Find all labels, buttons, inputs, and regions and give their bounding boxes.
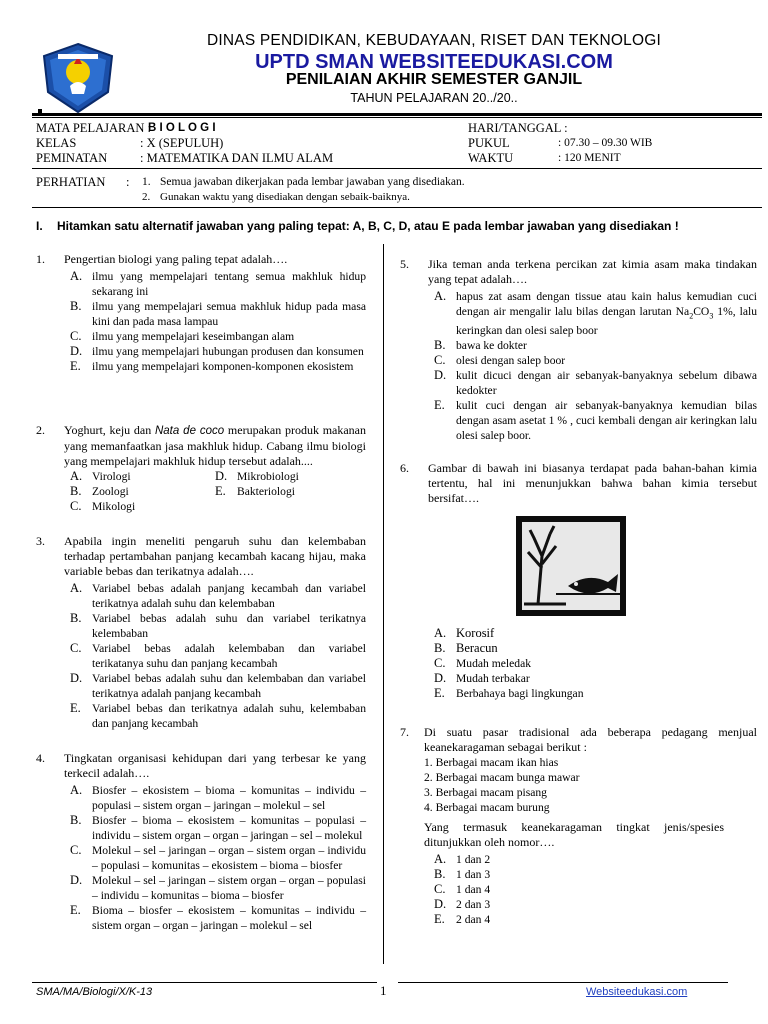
info-waktu-value: : 120 MENIT [558, 152, 621, 164]
footer-website-link[interactable]: Websiteedukasi.com [586, 986, 688, 998]
header-rule-thick [32, 113, 762, 116]
option-a: A. Korosif [434, 626, 495, 640]
option-a: A. Virologi [70, 469, 131, 483]
footer-rule-left [32, 982, 377, 983]
question-3 [36, 534, 366, 731]
column-divider [383, 244, 384, 964]
list-item: 3. Berbagai macam pisang [424, 786, 547, 799]
option-d: D. kulit dicuci dengan air sebanyak-banyaknya sebelum dibawa kedokter [434, 368, 757, 398]
option-d: D. 2 dan 3 [434, 897, 491, 911]
header-rule-thin [32, 117, 762, 118]
option-d: D. Molekul – sel – jaringan – sistem organ – organ – populasi – individu – komunitas – bioma – biosfer [70, 873, 366, 902]
question-list [424, 755, 757, 815]
environmental-hazard-symbol [516, 516, 626, 616]
info-peminatan-label: PEMINATAN [36, 151, 108, 165]
question-2 [36, 423, 366, 514]
info-rule [32, 168, 762, 169]
option-c: C. ilmu yang mempelajari keseimbangan alam [70, 329, 295, 343]
info-mapel-value: B I O L O G I [148, 122, 216, 134]
perhatian-text-1: Semua jawaban dikerjakan pada lembar jawaban yang disediakan. [160, 176, 465, 188]
option-e: E. 2 dan 4 [434, 912, 491, 926]
option-b: B. Beracun [434, 641, 498, 655]
question-number: 4. [36, 751, 45, 765]
perhatian-label: PERHATIAN [36, 175, 106, 189]
info-kelas-value: : X (SEPULUH) [140, 136, 224, 150]
option-c: C. Mudah meledak [434, 656, 532, 670]
info-mapel-label: MATA PELAJARAN : [36, 121, 151, 135]
option-a: A. ilmu yang mempelajari tentang semua makhluk hidup sekarang ini [70, 269, 366, 298]
option-e: E. Berbahaya bagi lingkungan [434, 686, 584, 700]
option-b: B. bawa ke dokter [434, 338, 527, 353]
option-e: E. Bioma – biosfer – ekosistem – komunitas – individu – sistem organ – organ – jaringan – molekul – sel [70, 903, 366, 932]
header-school-name: UPTD SMAN WEBSITEEDUKASI.COM [255, 51, 613, 73]
list-item: 1. Berbagai macam ikan hias [424, 756, 559, 769]
option-d: D. ilmu yang mempelajari hubungan produsen dan konsumen [70, 344, 364, 358]
list-item: 2. Berbagai macam bunga mawar [424, 771, 580, 784]
header-exam-title: PENILAIAN AKHIR SEMESTER GANJIL [285, 71, 583, 88]
option-d: D. Mudah terbakar [434, 671, 530, 685]
question-stem: Di suatu pasar tradisional ada beberapa pedagang menjual keanekaragaman sebagai berikut : [424, 725, 757, 754]
question-6 [400, 461, 757, 506]
option-b: B. Zoologi [70, 484, 129, 498]
question-number: 7. [400, 725, 409, 739]
option-c: C. Molekul – sel – jaringan – organ – sistem organ – individu – populasi – komunitas – ekosistem – bioma – biosfer [70, 843, 366, 872]
footer-rule-right [398, 982, 728, 983]
perhatian-colon: : [126, 175, 130, 189]
option-a: A. 1 dan 2 [434, 852, 491, 866]
question-4 [36, 751, 366, 933]
footer-code: SMA/MA/Biologi/X/K-13 [36, 986, 153, 998]
perhatian-num-2: 2. [142, 191, 151, 203]
question-stem: Gambar di bawah ini biasanya terdapat pada bahan-bahan kimia tertentu, hal ini menunjukkan bahwa bahan kimia tersebut bersifat…. [428, 461, 757, 505]
option-d: D. Mikrobiologi [215, 469, 299, 483]
question-stem-2: Yang termasuk keanekaragaman tingkat jenis/spesies ditunjukkan oleh nomor…. [424, 820, 724, 849]
info-pukul-label: PUKUL [468, 136, 510, 150]
info-peminatan-value: : MATEMATIKA DAN ILMU ALAM [140, 151, 334, 165]
option-d: D. Variabel bebas adalah suhu dan kelembaban dan variabel terikatnya adalah panjang kecambah [70, 671, 366, 700]
perhatian-num-1: 1. [142, 176, 151, 188]
info-kelas-label: KELAS [36, 136, 77, 150]
option-b: B. Variabel bebas adalah suhu dan variabel terikatnya kelembaban [70, 611, 366, 640]
section-title: Hitamkan satu alternatif jawaban yang paling tepat: A, B, C, D, atau E pada lembar jawaban yang disediakan ! [57, 219, 679, 233]
question-1 [36, 252, 366, 374]
option-c: C. Variabel bebas adalah kelembaban dan variabel terikatanya suhu dan panjang kecambah [70, 641, 366, 670]
question-number: 2. [36, 423, 45, 437]
info-pukul-value: : 07.30 – 09.30 WIB [558, 137, 653, 149]
question-number: 3. [36, 534, 45, 548]
option-a: A. Biosfer – ekosistem – bioma – komunitas – individu – populasi – sistem organ – jaringan – molekul – sel [70, 783, 366, 812]
header-line1: DINAS PENDIDIKAN, KEBUDAYAAN, RISET DAN TEKNOLOGI [207, 32, 661, 49]
question-6-options [400, 626, 757, 701]
question-number: 6. [400, 461, 409, 475]
option-e: E. kulit cuci dengan air sebanyak-banyaknya kemudian bilas dengan asam asetat 1 % , cuci kembali dengan air keringkan lalu olesi salep boor. [434, 398, 757, 443]
option-c: C. olesi dengan salep boor [434, 353, 566, 368]
option-a: A. Variabel bebas adalah panjang kecambah dan variabel terikatnya adalah suhu dan kelembaban [70, 581, 366, 610]
question-5 [400, 257, 757, 443]
option-b: B. 1 dan 3 [434, 867, 491, 881]
option-e: E. Bakteriologi [215, 484, 295, 498]
option-c: C. 1 dan 4 [434, 882, 491, 896]
info-hari-label: HARI/TANGGAL : [468, 121, 568, 135]
question-number: 5. [400, 257, 409, 271]
question-stem: Pengertian biologi yang paling tepat adalah…. [64, 252, 288, 266]
question-stem: Yoghurt, keju dan Nata de coco merupakan produk makanan yang memanfaatkan jasa makhluk hidup. Cabang ilmu biologi yang mempelajari makhluk hidup tersebut adalah.... [64, 423, 367, 468]
question-stem: Tingkatan organisasi kehidupan dari yang terbesar ke yang terkecil adalah…. [64, 751, 366, 780]
question-stem: Jika teman anda terkena percikan zat kimia asam maka tindakan yang tepat adalah…. [428, 257, 757, 286]
header-year: TAHUN PELAJARAN 20../20.. [350, 91, 518, 105]
option-e: E. Variabel bebas dan terikatnya adalah suhu, kelembaban dan panjang kecambah [70, 701, 366, 730]
option-b: B. ilmu yang mempelajari semua makhluk hidup pada masa kini dan pada masa lampau [70, 299, 366, 328]
perhatian-text-2: Gunakan waktu yang disediakan dengan sebaik-baiknya. [160, 191, 410, 203]
option-b: B. Biosfer – bioma – ekosistem – komunitas – populasi – individu – sistem organ – organ – jaringan – sel – molekul [70, 813, 366, 842]
question-7 [400, 725, 757, 927]
section-number: I. [36, 219, 43, 233]
question-stem: Apabila ingin meneliti pengaruh suhu dan kelembaban terhadap pertambahan panjang kecambah kacang hijau, maka variable bebas dan terikatnya adalah…. [64, 534, 366, 578]
perhatian-rule [32, 207, 762, 208]
page-number: 1 [380, 983, 387, 998]
question-number: 1. [36, 252, 45, 266]
option-e: E. ilmu yang mempelajari komponen-komponen ekosistem [70, 359, 354, 373]
list-item: 4. Berbagai macam burung [424, 801, 550, 814]
info-waktu-label: WAKTU [468, 151, 514, 165]
option-c: C. Mikologi [70, 499, 136, 513]
option-a: A. hapus zat asam dengan tissue atau kain halus kemudian cuci dengan air mengalir lalu bilas dengan larutan $Na_2CO_3$ 1%, lalu keringkan dan olesi salep boor [434, 289, 757, 338]
